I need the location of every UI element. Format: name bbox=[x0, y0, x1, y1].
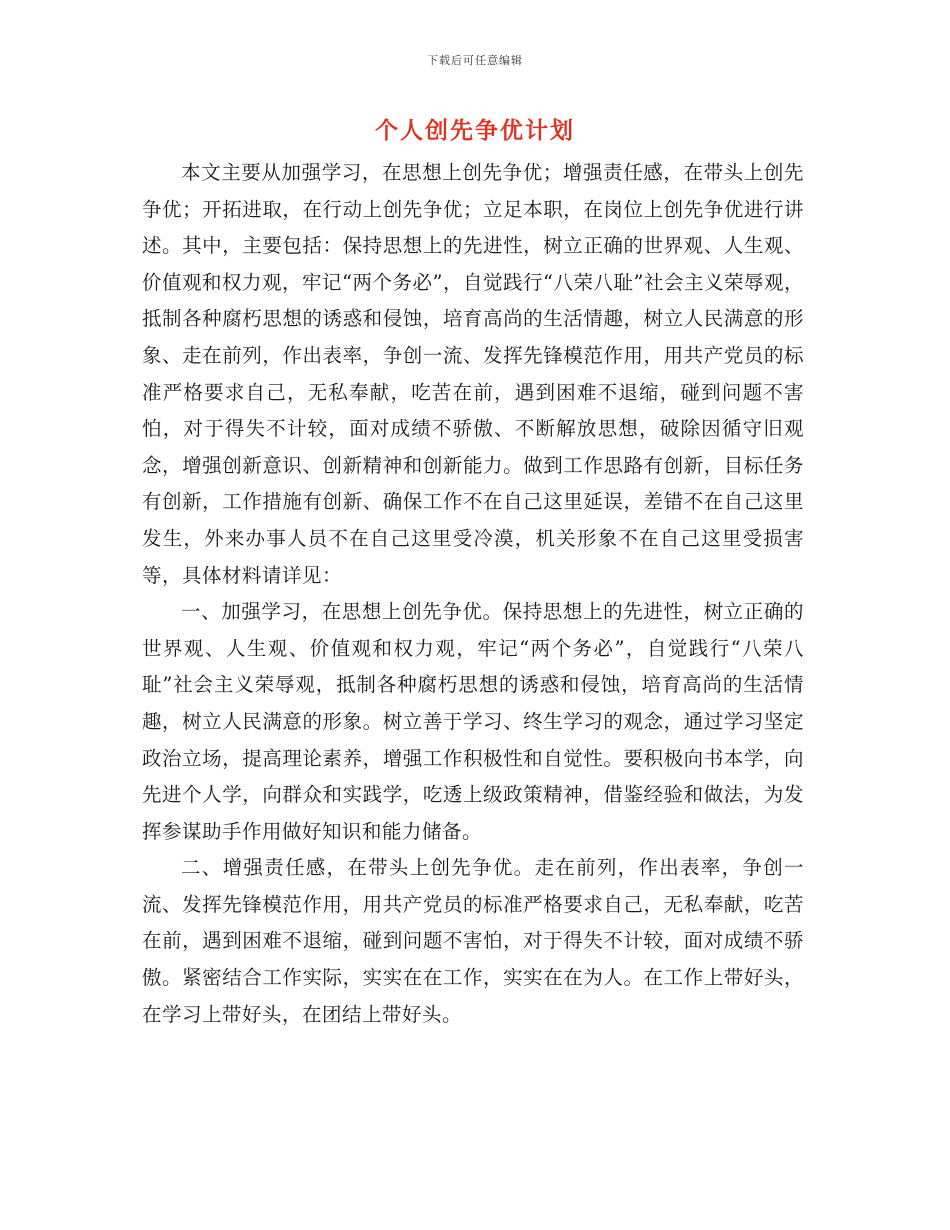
paragraph-intro: 本文主要从加强学习，在思想上创先争优；增强责任感，在带头上创先争优；开拓进取，在行动上创先争优；立足本职，在岗位上创先争优进行讲述。其中，主要包括：保持思想上的先进性，树立正确的世界观、人生观、价值观和权力观，牢记“两个务必”，自觉践行“八荣八耻”社会主义荣辱观，抵制各种腐朽思想的诱惑和侵蚀，培育高尚的生活情趣，树立人民满意的形象、走在前列，作出表率，争创一流、发挥先锋模范作用，用共产党员的标准严格要求自己，无私奉献，吃苦在前，遇到困难不退缩，碰到问题不害怕，对于得失不计较，面对成绩不骄傲、不断解放思想，破除因循守旧观念，增强创新意识、创新精神和创新能力。做到工作思路有创新，目标任务有创新，工作措施有创新、确保工作不在自己这里延误，差错不在自己这里发生，外来办事人员不在自己这里受冷漠，机关形象不在自己这里受损害等，具体材料请详见： bbox=[142, 161, 804, 587]
paragraph-section-two: 二、增强责任感，在带头上创先争优。走在前列，作出表率，争创一流、发挥先锋模范作用，用共产党员的标准严格要求自己，无私奉献，吃苦在前，遇到困难不退缩，碰到问题不害怕，对于得失不计较，面对成绩不骄傲。紧密结合工作实际，实实在在工作，实实在在为人。在工作上带好头，在学习上带好头，在团结上带好头。 bbox=[142, 856, 804, 1026]
document-title: 个人创先争优计划 bbox=[375, 117, 575, 144]
document-body bbox=[142, 155, 804, 1033]
paragraph-section-one: 一、加强学习，在思想上创先争优。保持思想上的先进性，树立正确的世界观、人生观、价值观和权力观，牢记“两个务必”，自觉践行“八荣八耻”社会主义荣辱观，抵制各种腐朽思想的诱惑和侵蚀，培育高尚的生活情趣，树立人民满意的形象。树立善于学习、终生学习的观念，通过学习坚定政治立场，提高理论素养，增强工作积极性和自觉性。要积极向书本学，向先进个人学，向群众和实践学，吃透上级政策精神，借鉴经验和做法，为发挥参谋助手作用做好知识和能力储备。 bbox=[142, 600, 804, 843]
header-note: 下载后可任意编辑 bbox=[427, 54, 523, 67]
